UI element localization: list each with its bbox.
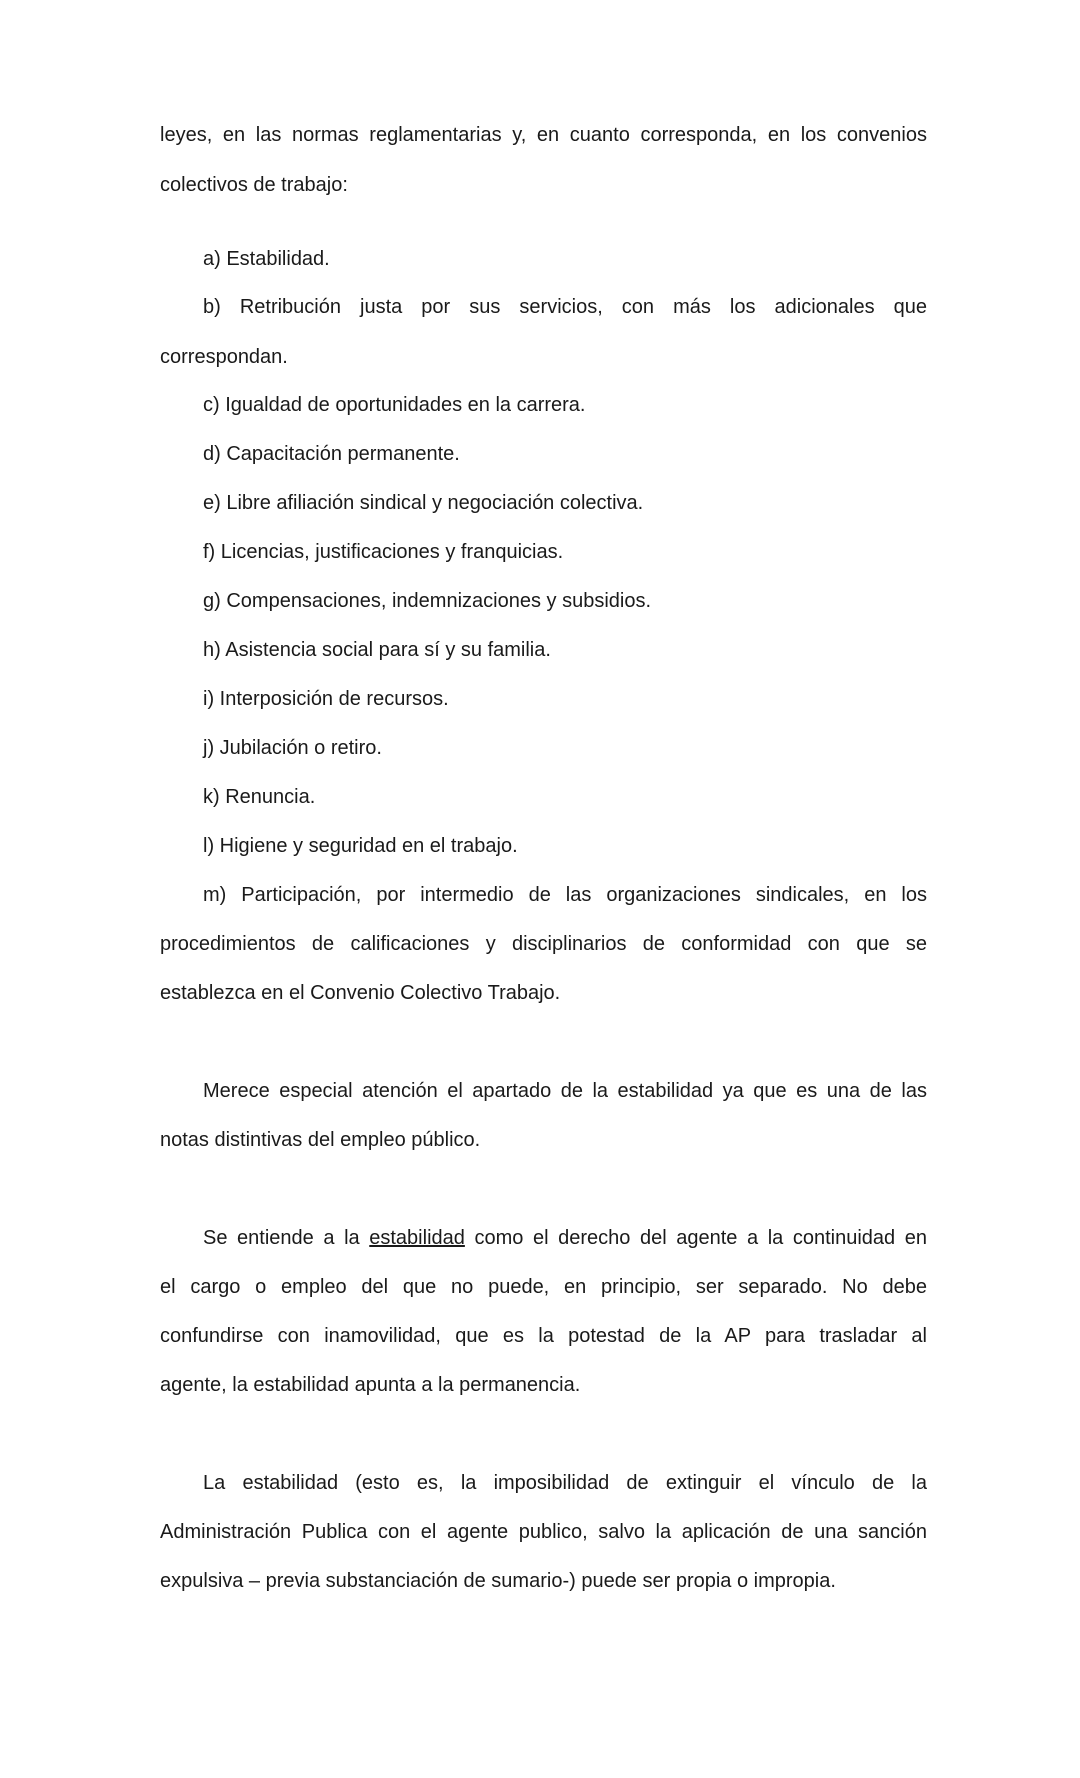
paragraph-2-line-3: confundirse con inamovilidad, que es la potestad de la AP para trasladar al (160, 1325, 927, 1347)
list-item-f: f) Licencias, justificaciones y franquicias. (203, 541, 564, 563)
paragraph-3-line-1: La estabilidad (esto es, la imposibilidad de extinguir el vínculo de la (203, 1472, 927, 1494)
list-item-m-line-2: procedimientos de calificaciones y disciplinarios de conformidad con que se (160, 933, 927, 955)
list-item-b-line-2: correspondan. (160, 346, 288, 368)
paragraph-1-line-2: notas distintivas del empleo público. (160, 1129, 481, 1151)
list-item-c: c) Igualdad de oportunidades en la carrera. (203, 394, 586, 416)
intro-line-2: colectivos de trabajo: (160, 174, 348, 196)
paragraph-2-lead: Se entiende a la (203, 1227, 370, 1249)
list-item-j: j) Jubilación o retiro. (203, 737, 382, 759)
paragraph-2-line-2: el cargo o empleo del que no puede, en principio, ser separado. No debe (160, 1276, 927, 1298)
list-item-h: h) Asistencia social para sí y su familia. (203, 639, 551, 661)
paragraph-2-line-1 (160, 1223, 927, 1253)
paragraph-3-line-2: Administración Publica con el agente publico, salvo la aplicación de una sanción (160, 1521, 927, 1543)
list-item-e: e) Libre afiliación sindical y negociación colectiva. (203, 492, 644, 514)
list-item-b-line-1: b) Retribución justa por sus servicios, con más los adicionales que (203, 296, 927, 318)
list-item-i: i) Interposición de recursos. (203, 688, 449, 710)
list-item-g: g) Compensaciones, indemnizaciones y subsidios. (203, 590, 652, 612)
list-item-k: k) Renuncia. (203, 786, 316, 808)
paragraph-2-line-4: agente, la estabilidad apunta a la permanencia. (160, 1374, 581, 1396)
paragraph-3-line-3: expulsiva – previa substanciación de sumario-) puede ser propia o impropia. (160, 1570, 836, 1592)
paragraph-2-tail: como el derecho del agente a la continuidad en (464, 1227, 928, 1249)
paragraph-1-line-1: Merece especial atención el apartado de la estabilidad ya que es una de las (203, 1080, 927, 1102)
list-item-m-line-3: establezca en el Convenio Colectivo Trabajo. (160, 982, 561, 1004)
list-item-l: l) Higiene y seguridad en el trabajo. (203, 835, 518, 857)
underlined-term-estabilidad: estabilidad (369, 1227, 465, 1249)
list-item-m-line-1: m) Participación, por intermedio de las organizaciones sindicales, en los (203, 884, 927, 906)
list-item-a: a) Estabilidad. (203, 248, 330, 270)
list-item-d: d) Capacitación permanente. (203, 443, 460, 465)
intro-line-1: leyes, en las normas reglamentarias y, en cuanto corresponda, en los convenios (160, 124, 927, 146)
